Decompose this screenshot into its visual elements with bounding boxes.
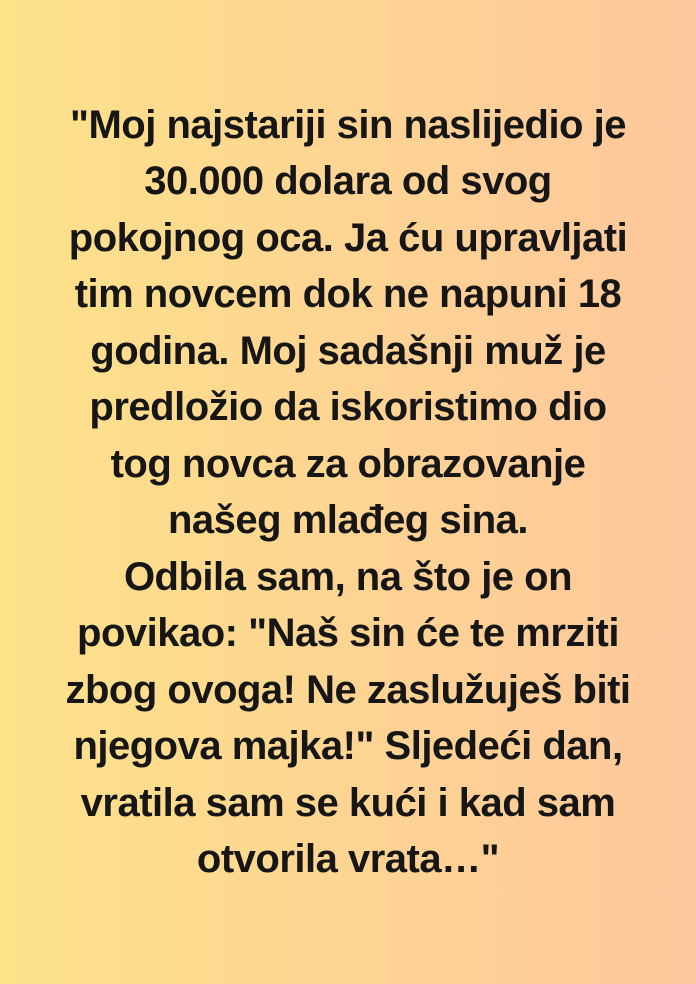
quote-line: otvorila vrata…" xyxy=(196,837,500,881)
quote-line: pokojnog oca. Ja ću upravljati xyxy=(68,215,628,260)
quote-line: zbog ovoga! Ne zaslužuješ biti xyxy=(65,667,631,712)
quote-line: godina. Moj sadašnji muž je xyxy=(90,328,606,373)
quote-line: tog novca za obrazovanje xyxy=(110,441,586,486)
quote-text-block xyxy=(0,97,696,888)
quote-line: Odbila sam, na što je on xyxy=(123,554,573,599)
quote-line: tim novcem dok ne napuni 18 xyxy=(74,272,622,316)
quote-line: "Moj najstariji sin naslijedio je xyxy=(70,102,626,147)
quote-line: predložio da iskoristimo dio xyxy=(89,385,607,429)
quote-line: vratila sam se kući i kad sam xyxy=(80,780,616,825)
quote-line: njegova majka!" Sljedeći dan, xyxy=(73,724,623,768)
quote-line: 30.000 dolara od svog xyxy=(144,159,552,203)
quote-line: povikao: "Naš sin će te mrziti xyxy=(77,611,619,655)
quote-line: našeg mlađeg sina. xyxy=(167,498,529,542)
